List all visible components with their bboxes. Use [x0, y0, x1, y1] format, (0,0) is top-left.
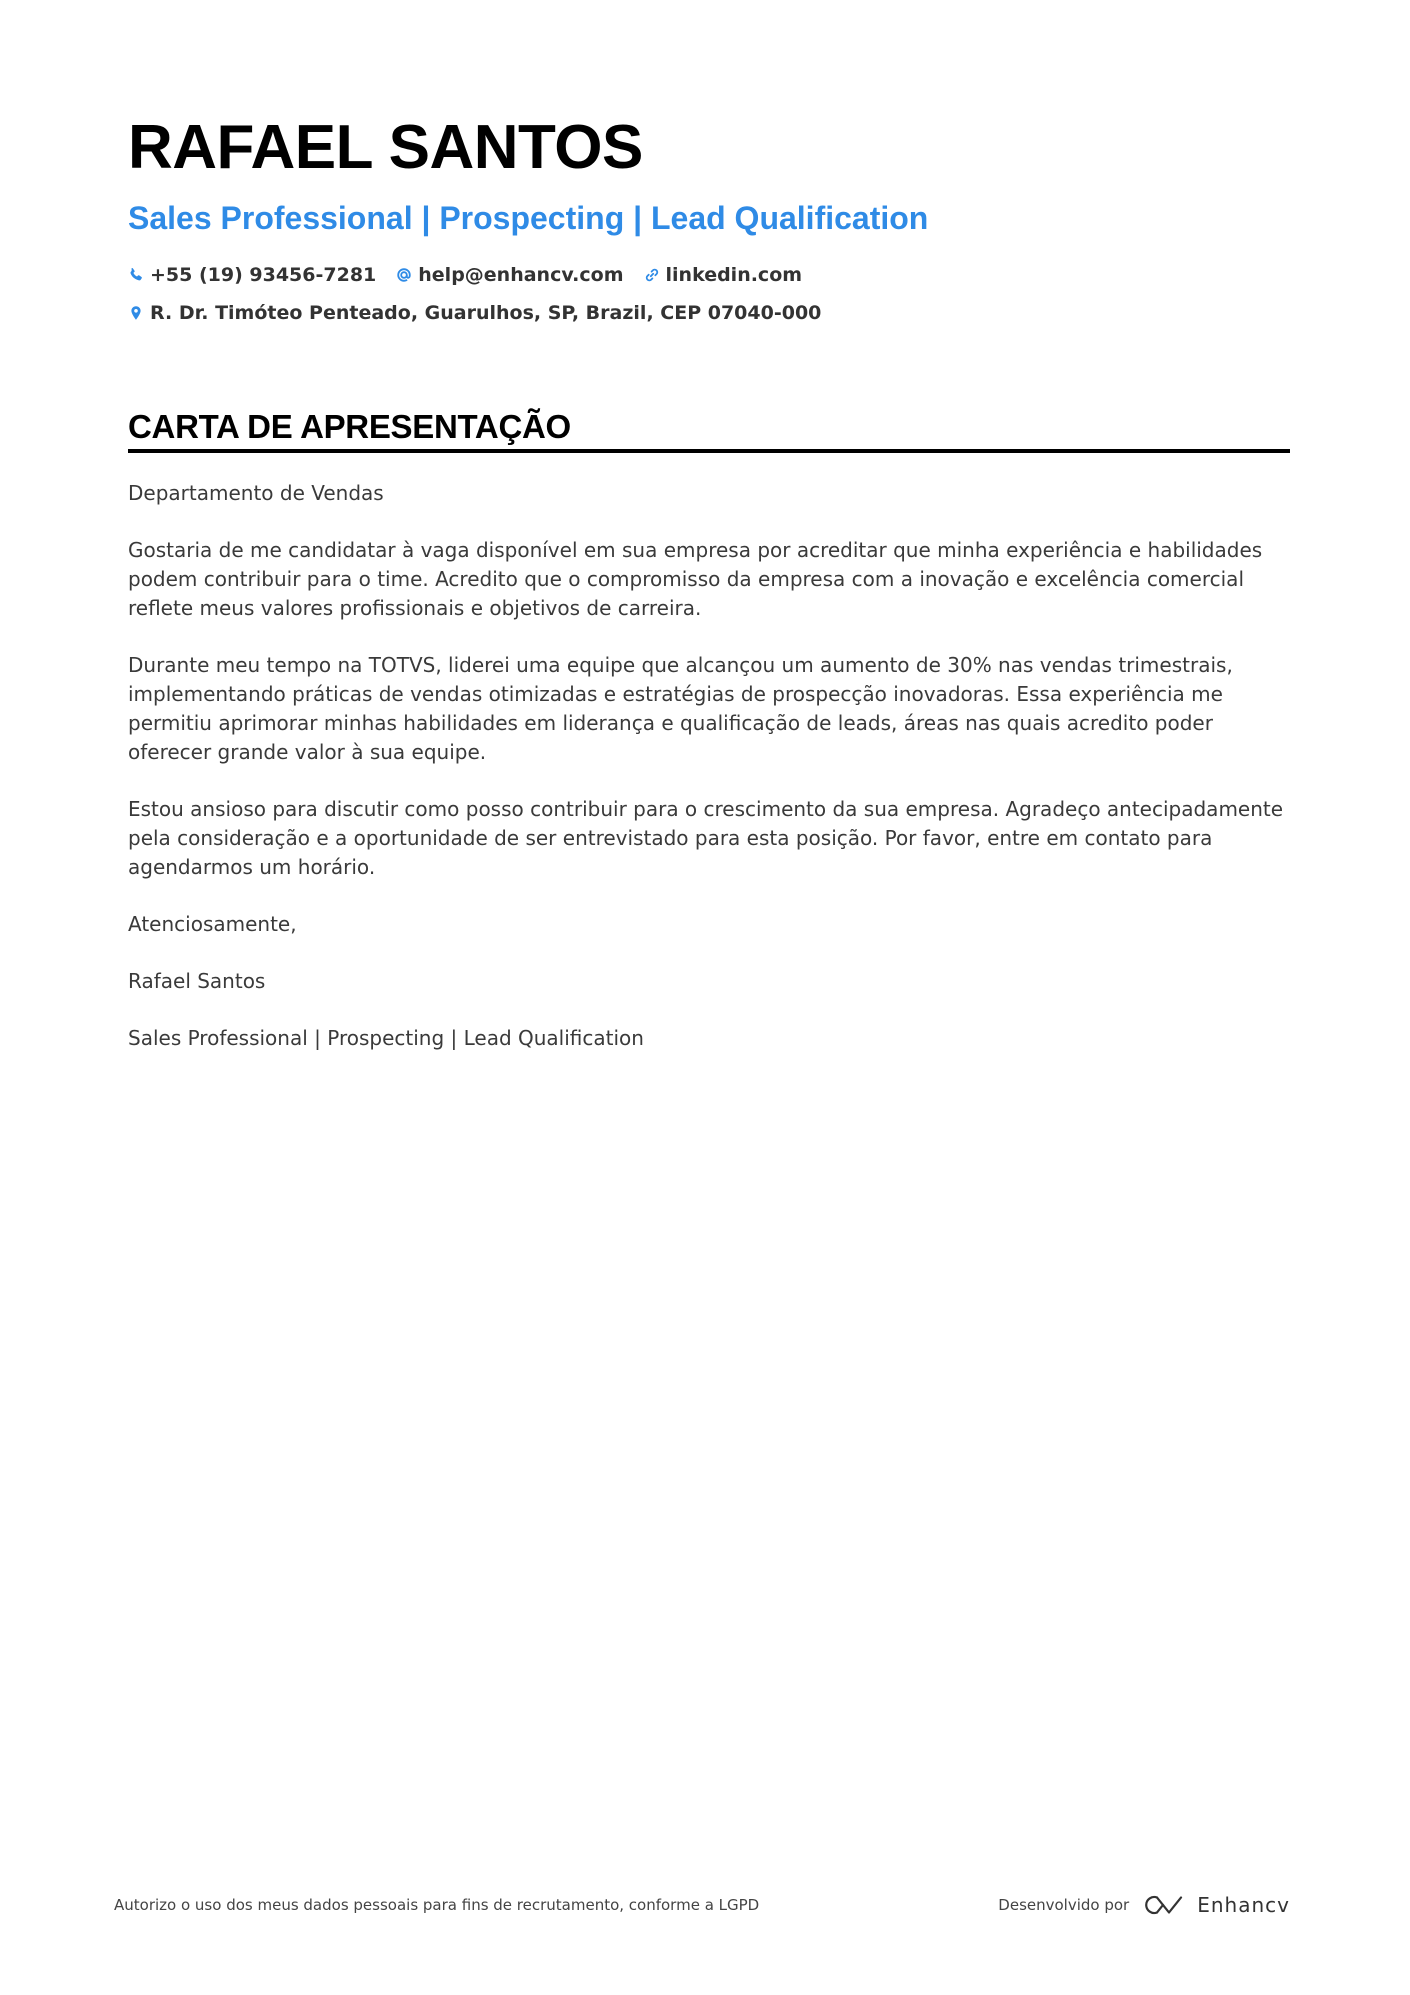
letter-closing: Atenciosamente, [128, 912, 297, 936]
letter-signature-title: Sales Professional | Prospecting | Lead Qualification [128, 1026, 644, 1050]
candidate-title: Sales Professional | Prospecting | Lead Qualification [128, 200, 929, 236]
contact-row-address [128, 294, 1288, 332]
contact-phone[interactable] [128, 264, 376, 286]
enhancv-logo [1141, 1892, 1290, 1918]
link-icon [644, 266, 660, 284]
powered-by-label: Desenvolvido por [998, 1896, 1130, 1914]
letter-paragraph: Durante meu tempo na TOTVS, liderei uma equipe que alcançou um aumento de 30% nas vendas trimestrais, implementando práticas de vendas otimizadas e estratégias de prospecção inovadoras. Essa experiência me permitiu aprimorar minhas habilidades em liderança e qualificação de leads, áreas nas quais acredito poder oferecer grande valor à sua equipe. [128, 653, 1233, 764]
cover-letter-section [128, 405, 1290, 1081]
letter-paragraph: Gostaria de me candidatar à vaga disponível em sua empresa por acreditar que minha experiência e habilidades podem contribuir para o time. Acredito que o compromisso da empresa com a inovação e excelência comercial reflete meus valores profissionais e objetivos de carreira. [128, 538, 1263, 620]
contact-row-primary [128, 256, 1288, 294]
brand-name: Enhancv [1197, 1893, 1290, 1917]
letter-paragraph: Estou ansioso para discutir como posso contribuir para o crescimento da sua empresa. Agradeço antecipadamente pela consideração e a oportunidade de ser entrevistado para esta posição. Por favor, entre em contato para agendarmos um horário. [128, 797, 1284, 879]
consent-text: Autorizo o uso dos meus dados pessoais para fins de recrutamento, conforme a LGPD [114, 1896, 760, 1914]
contact-linkedin[interactable] [644, 264, 803, 286]
phone-text: +55 (19) 93456-7281 [150, 264, 377, 286]
page-footer [114, 1885, 1290, 1925]
address-text: R. Dr. Timóteo Penteado, Guarulhos, SP, Brazil, CEP 07040-000 [150, 302, 822, 324]
contact-info [128, 256, 1288, 332]
phone-icon [128, 266, 144, 284]
section-title: CARTA DE APRESENTAÇÃO [128, 408, 571, 445]
contact-email[interactable] [396, 264, 623, 286]
letter-body [128, 479, 1290, 1053]
candidate-name: RAFAEL SANTOS [128, 113, 643, 182]
at-icon [396, 266, 412, 284]
letter-recipient: Departamento de Vendas [128, 481, 384, 505]
resume-header [128, 108, 1288, 332]
contact-address [128, 302, 821, 324]
letter-signature-name: Rafael Santos [128, 969, 266, 993]
enhancv-logo-icon [1141, 1892, 1189, 1918]
location-pin-icon [128, 304, 144, 322]
section-divider [128, 449, 1290, 453]
linkedin-text: linkedin.com [665, 264, 803, 286]
email-text: help@enhancv.com [418, 264, 624, 286]
powered-by[interactable] [998, 1892, 1290, 1918]
